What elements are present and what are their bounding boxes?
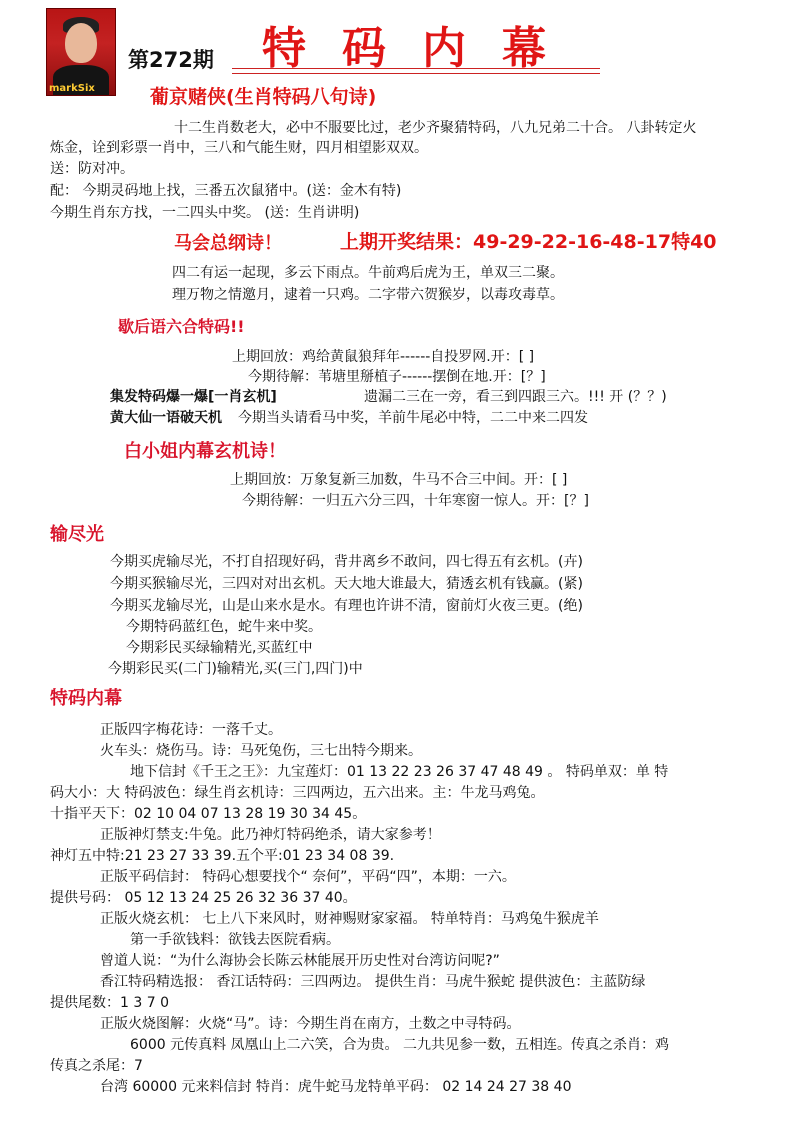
- photo-watermark: markSix: [49, 83, 95, 94]
- section-heading-putjing: 葡京赌侠(生肖特码八句诗): [150, 86, 377, 108]
- baixiaojie-review: 上期回放：万象复新三加数，牛马不合三中间。开：[ ]: [230, 472, 568, 488]
- author-photo: [46, 8, 116, 96]
- neimu-line: 曾道人说：“为什么海协会长陈云林能展开历史性对台湾访问呢?”: [100, 953, 500, 969]
- neimu-line: 码大小：大 特码波色：绿生肖玄机诗：三四两边，五六出来。主：牛龙马鸡兔。: [50, 785, 545, 801]
- shujinguang-line: 今期买虎输尽光，不打自招现好码，背井离乡不敢问，四七得五有玄机。(卉): [110, 554, 583, 570]
- zodiac-line: 今期生肖东方找，一二四头中奖。 (送：生肖讲明): [50, 205, 360, 221]
- page-title: 特码内幕: [262, 23, 582, 74]
- section-heading-xiehouyu: 歇后语六合特码!!: [118, 317, 245, 336]
- mahui-line-1: 四二有运一起现，多云下雨点。牛前鸡后虎为王，单双三二聚。: [172, 265, 564, 281]
- neimu-line: 地下信封《千王之王》：九宝莲灯：01 13 22 23 26 37 47 48 49 。 特码单双：单 特: [130, 764, 669, 780]
- neimu-line: 十指平天下：02 10 04 07 13 28 19 30 34 45。: [50, 806, 367, 822]
- section-heading-baixiaojie: 白小姐内幕玄机诗！: [124, 441, 286, 462]
- neimu-line: 正版火烧图解：火烧“马”。诗：今期生肖在南方，土数之中寻特码。: [100, 1016, 521, 1032]
- title-rule-bottom: [232, 73, 600, 74]
- xiehouyu-explain: 今期待解：苇塘里掰植子------摆倒在地.开：[？]: [248, 369, 546, 385]
- xiehouyu-review: 上期回放：鸡给黄鼠狼拜年------自投罗网.开：[ ]: [232, 349, 535, 365]
- baixiaojie-explain: 今期待解：一归五六分三四，十年寒窗一惊人。开：[？]: [242, 493, 589, 509]
- neimu-line: 提供尾数：1 3 7 0: [50, 995, 169, 1011]
- neimu-line: 火车头：烧伤马。诗：马死兔伤，三七出特今期来。: [100, 743, 422, 759]
- shujinguang-line: 今期买龙输尽光，山是山来水是水。有理也许讲不清，窗前灯火夜三更。(绝): [110, 598, 583, 614]
- shujinguang-line: 今期特码蓝红色，蛇牛来中奖。: [126, 619, 322, 635]
- last-result: 上期开奖结果：49-29-22-16-48-17特40: [340, 231, 717, 253]
- mahui-line-2: 理万物之情邀月，逮着一只鸡。二字带六贺猴岁，以毒攻毒草。: [172, 287, 564, 303]
- match-line: 配： 今期灵码地上找，三番五次鼠猪中。(送：金木有特): [50, 183, 402, 199]
- burst-label: 集发特码爆一爆[一肖玄机]: [110, 389, 277, 405]
- shujinguang-line: 今期彩民买(二门)输精光,买(三门,四门)中: [108, 661, 363, 677]
- shujinguang-line: 今期彩民买绿输精光,买蓝红中: [126, 640, 313, 656]
- poem-line-1: 十二生肖数老大，必中不服要比过，老少齐聚猜特码，八九兄弟二十合。 八卦转定火: [174, 120, 697, 136]
- neimu-line: 香江特码精选报： 香江话特码：三四两边。 提供生肖：马虎牛猴蛇 提供波色：主蓝防绿: [100, 974, 646, 990]
- neimu-line: 第一手欲钱料：欲钱去医院看病。: [130, 932, 340, 948]
- neimu-line: 正版火烧玄机： 七上八下来风时，财神赐财家家福。 特单特肖：马鸡兔牛猴虎羊: [100, 911, 599, 927]
- immortal-text: 今期当头请看马中奖，羊前牛尾必中特，二二中来二四发: [238, 410, 588, 426]
- section-heading-shujinguang: 输尽光: [50, 524, 104, 545]
- burst-text: 遗漏二三在一旁，看三到四跟三六。!!! 开 (？？): [364, 389, 667, 405]
- neimu-line: 正版平码信封： 特码心想要找个“ 奈何”，平码“四”，本期：一六。: [100, 869, 516, 885]
- section-heading-mahui: 马会总纲诗！: [174, 233, 282, 254]
- photo-face: [65, 23, 97, 63]
- neimu-line: 台湾 60000 元来料信封 特肖：虎牛蛇马龙特单平码： 02 14 24 27 38 40: [100, 1079, 572, 1095]
- neimu-line: 提供号码： 05 12 13 24 25 26 32 36 37 40。: [50, 890, 357, 906]
- send-line: 送：防对冲。: [50, 161, 134, 177]
- poem-line-2: 炼金，诠到彩票一肖中，三八和气能生财，四月相望影双双。: [50, 140, 428, 156]
- issue-number: 第272期: [128, 48, 214, 72]
- neimu-line: 神灯五中特:21 23 27 33 39.五个平:01 23 34 08 39.: [50, 848, 395, 864]
- neimu-line: 传真之杀尾：7: [50, 1058, 143, 1074]
- section-heading-temaneimu: 特码内幕: [50, 688, 122, 709]
- immortal-label: 黄大仙一语破天机: [110, 410, 222, 426]
- title-rule-top: [232, 68, 600, 69]
- neimu-line: 6000 元传真料 凤凰山上二六笑，合为贵。 二九共见参一数，五相连。传真之杀肖：鸡: [130, 1037, 669, 1053]
- neimu-line: 正版神灯禁支:牛兔。此乃神灯特码绝杀，请大家参考！: [100, 827, 441, 843]
- neimu-line: 正版四字梅花诗：一落千丈。: [100, 722, 282, 738]
- shujinguang-line: 今期买猴输尽光，三四对对出玄机。天大地大谁最大，猜透玄机有钱赢。(紧): [110, 576, 583, 592]
